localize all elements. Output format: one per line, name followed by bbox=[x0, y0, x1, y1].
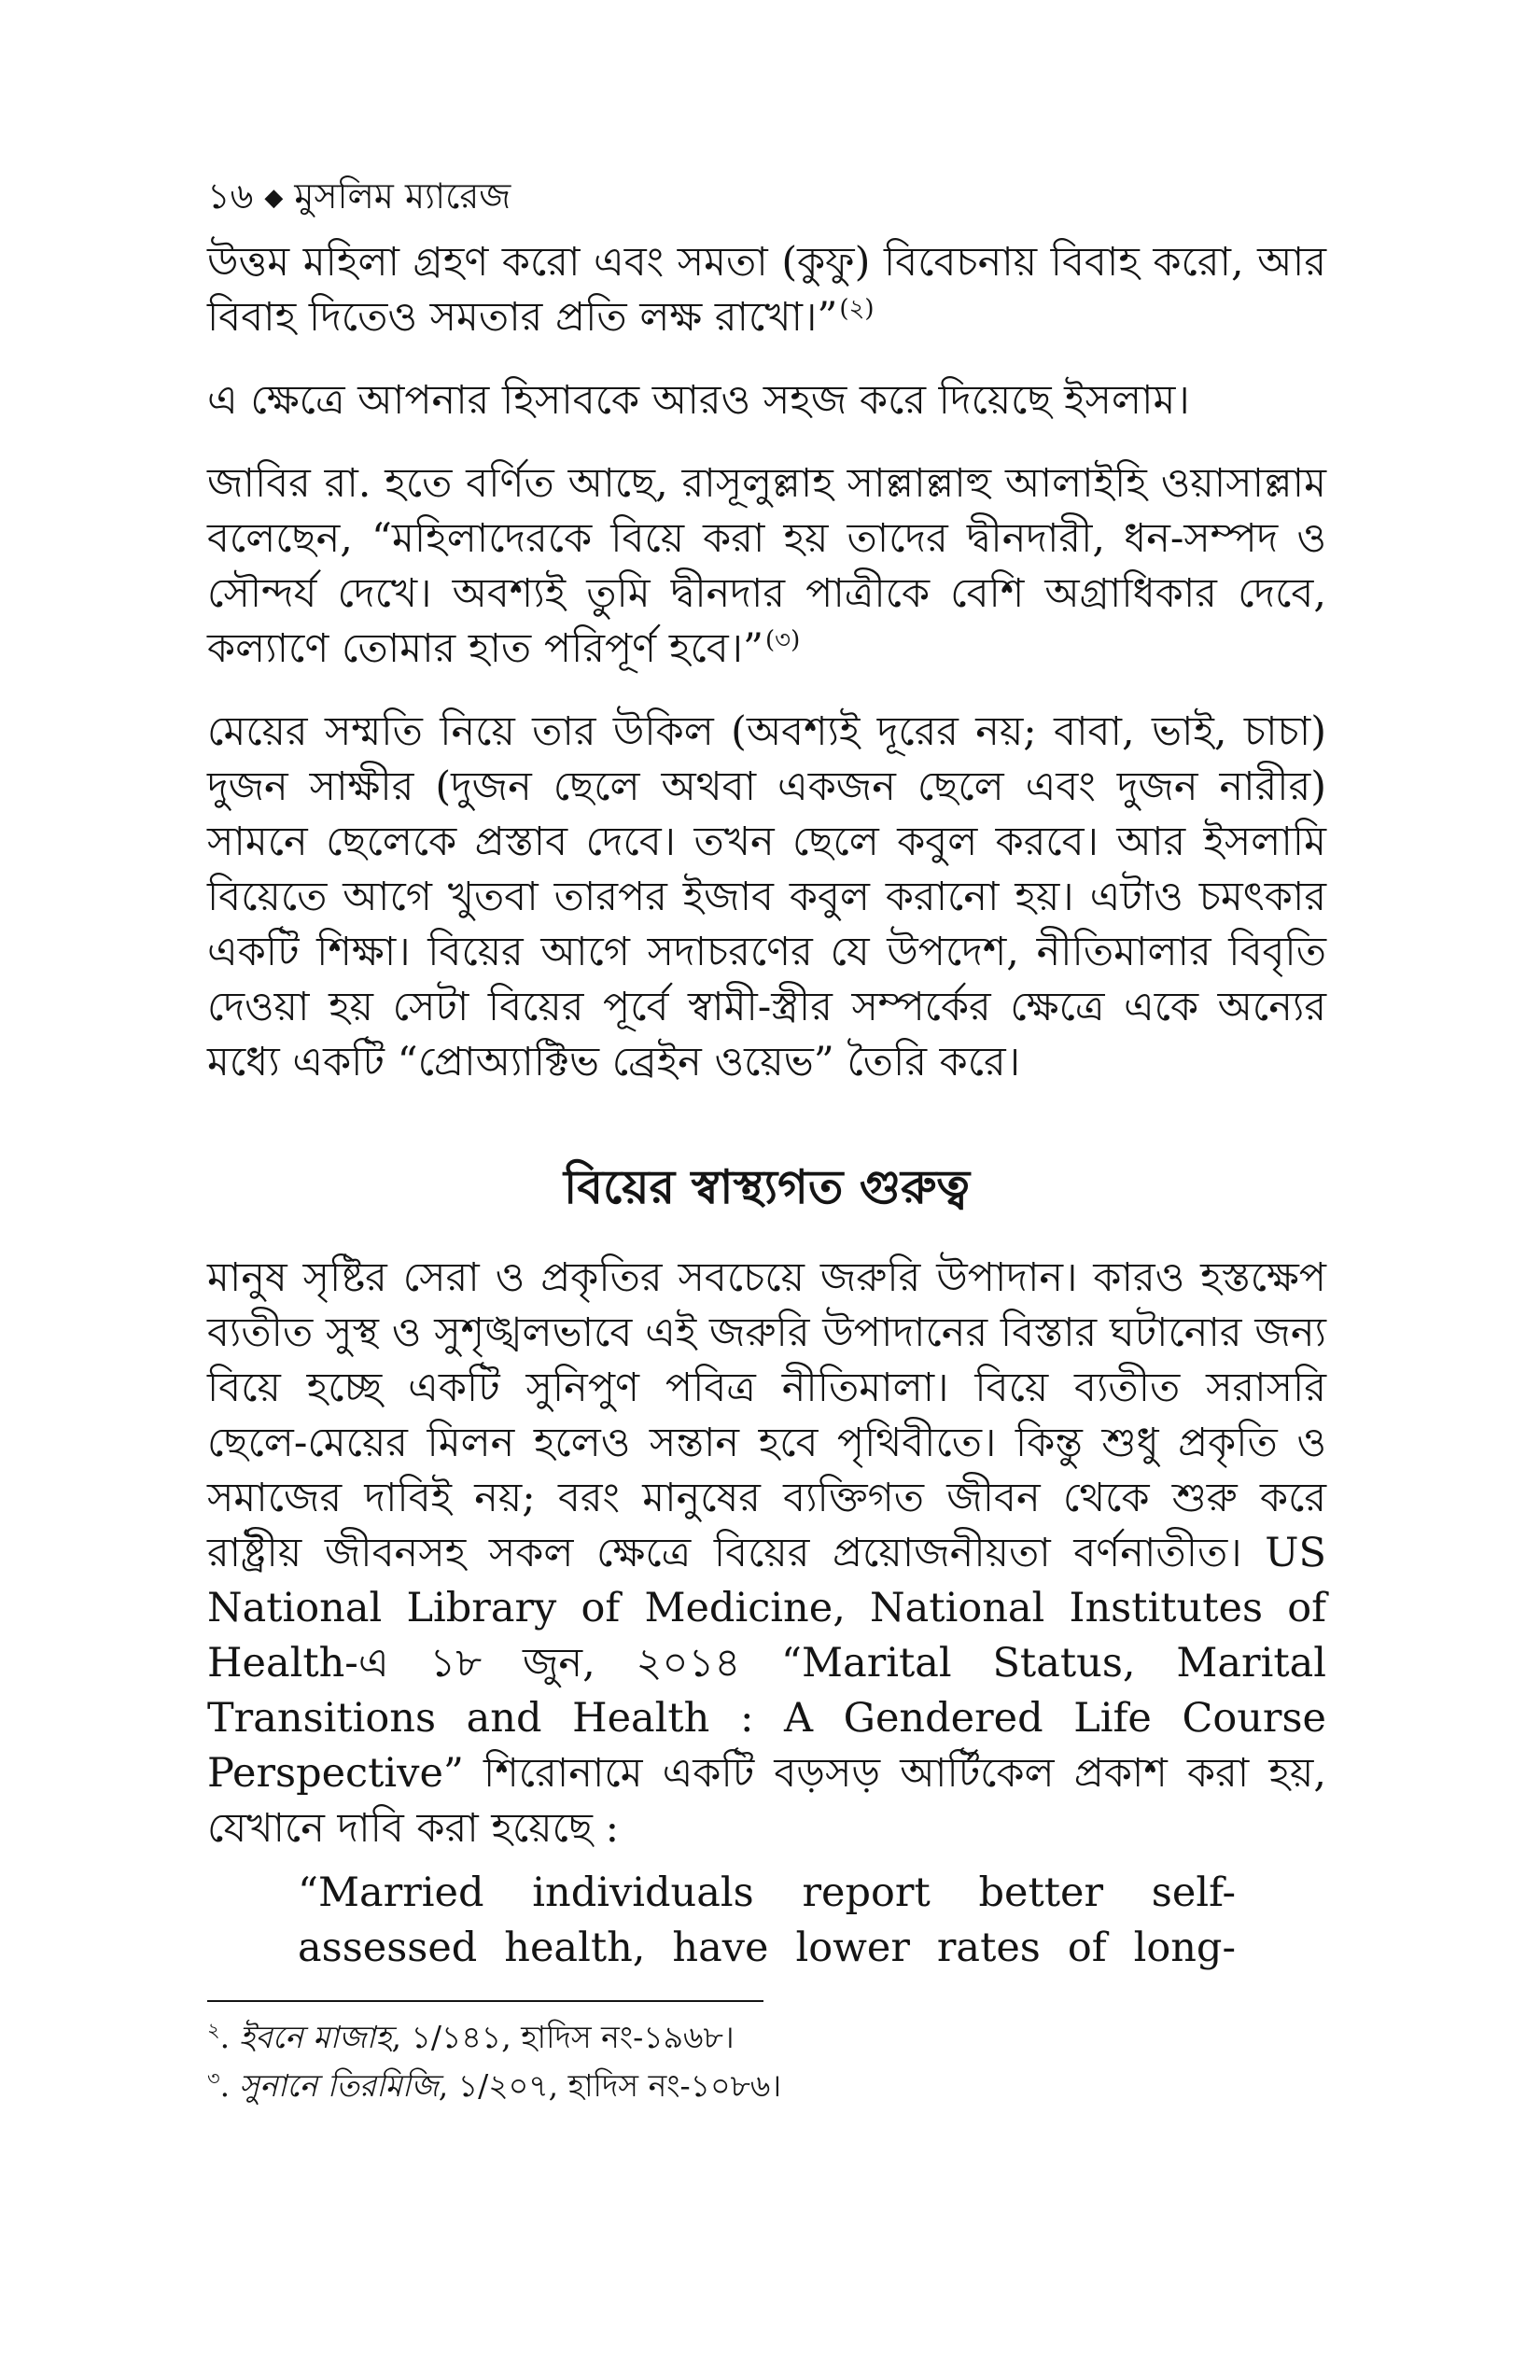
footnote-divider bbox=[207, 2000, 763, 2002]
book-title: মুসলিম ম্যারেজ bbox=[294, 175, 511, 217]
footnote-source: সুনানে তিরমিজি bbox=[239, 2067, 439, 2104]
paragraph-3 bbox=[207, 456, 1326, 677]
diamond-separator-icon: ◆ bbox=[264, 184, 284, 212]
paragraph-2 bbox=[207, 373, 1326, 428]
footnotes bbox=[207, 2013, 1326, 2110]
footnote-details: , ১/১৪১, হাদিস নং-১৯৬৮। bbox=[391, 2019, 735, 2055]
paragraph-1-text: উত্তম মহিলা গ্রহণ করো এবং সমতা (কুফু) বিবেচনায় বিবাহ করো, আর বিবাহ দিতেও সমতার প্রতি লক্ষ রাখো।” bbox=[207, 239, 1326, 341]
footnote-source: ইবনে মাজাহ bbox=[239, 2019, 392, 2055]
footnote-2 bbox=[207, 2013, 1326, 2062]
block-quote: “Married individuals report better self-assessed health, have lower rates of long- bbox=[298, 1869, 1236, 1971]
paragraph-4 bbox=[207, 705, 1326, 1090]
paragraph-3-text: জাবির রা. হতে বর্ণিত আছে, রাসূলুল্লাহ সাল্লাল্লাহু আলাইহি ওয়াসাল্লাম বলেছেন, “মহিলাদেরকে বিয়ে করা হয় তাদের দ্বীনদারী, ধন-সম্পদ ও সৌন্দর্য দেখে। অবশ্যই তুমি দ্বীনদার পাত্রীকে বেশি অগ্রাধিকার দেবে, কল্যাণে তোমার হাত পরিপূর্ণ হবে।” bbox=[207, 460, 1326, 672]
footnote-number: ২ bbox=[207, 2019, 220, 2041]
section-heading: বিয়ের স্বাস্থ্যগত গুরুত্ব bbox=[563, 1159, 971, 1214]
page-number: ১৬ bbox=[207, 175, 254, 217]
paragraph-1 bbox=[207, 235, 1326, 345]
paragraph-2-text: এ ক্ষেত্রে আপনার হিসাবকে আরও সহজ করে দিয়েছে ইসলাম। bbox=[207, 377, 1190, 424]
footnote-details: , ১/২০৭, হাদিস নং-১০৮৬। bbox=[438, 2067, 782, 2104]
footnote-3 bbox=[207, 2062, 1326, 2110]
running-head bbox=[207, 168, 1326, 224]
footnote-dot: . bbox=[219, 2019, 231, 2055]
text-column bbox=[207, 168, 1326, 2110]
paragraph-4-text: মেয়ের সম্মতি নিয়ে তার উকিল (অবশ্যই দূরের নয়; বাবা, ভাই, চাচা) দুজন সাক্ষীর (দুজন ছেলে অথবা একজন ছেলে এবং দুজন নারীর) সামনে ছেলেকে প্রস্তাব দেবে। তখন ছেলে কবুল করবে। আর ইসলামি বিয়েতে আগে খুতবা তারপর ইজাব কবুল করানো হয়। এটাও চমৎকার একটি শিক্ষা। বিয়ের আগে সদাচরণের যে উপদেশ, নীতিমালার বিবৃতি দেওয়া হয় সেটা বিয়ের পূর্বে স্বামী-স্ত্রীর সম্পর্কের ক্ষেত্রে একে অন্যের মধ্যে একটি “প্রোঅ্যাক্টিভ ব্রেইন ওয়েভ” তৈরি করে। bbox=[207, 708, 1326, 1085]
section-paragraph-text: মানুষ সৃষ্টির সেরা ও প্রকৃতির সবচেয়ে জরুরি উপাদান। কারও হস্তক্ষেপ ব্যতীত সুস্থ ও সুশৃঙ্খলভাবে এই জরুরি উপাদানের বিস্তার ঘটানোর জন্য বিয়ে হচ্ছে একটি সুনিপুণ পবিত্র নীতিমালা। বিয়ে ব্যতীত সরাসরি ছেলে-মেয়ের মিলন হলেও সন্তান হবে পৃথিবীতে। কিন্তু শুধু প্রকৃতি ও সমাজের দাবিই নয়; বরং মানুষের ব্যক্তিগত জীবন থেকে শুরু করে রাষ্ট্রীয় জীবনসহ সকল ক্ষেত্রে বিয়ের প্রয়োজনীয়তা বর্ণনাতীত। US National Library of Medicine, National Institutes of Health-এ ১৮ জুন, ২০১৪ “Marital Status, Marital Transitions and Health : A Gendered Life Course Perspective” শিরোনামে একটি বড়সড় আর্টিকেল প্রকাশ করা হয়, যেখানে দাবি করা হয়েছে : bbox=[207, 1254, 1326, 1852]
footnote-ref-2: (২) bbox=[839, 294, 875, 323]
footnote-number: ৩ bbox=[207, 2067, 220, 2090]
footnote-ref-3: (৩) bbox=[765, 625, 801, 654]
section-paragraph bbox=[207, 1251, 1326, 1856]
footnote-dot: . bbox=[219, 2067, 231, 2104]
